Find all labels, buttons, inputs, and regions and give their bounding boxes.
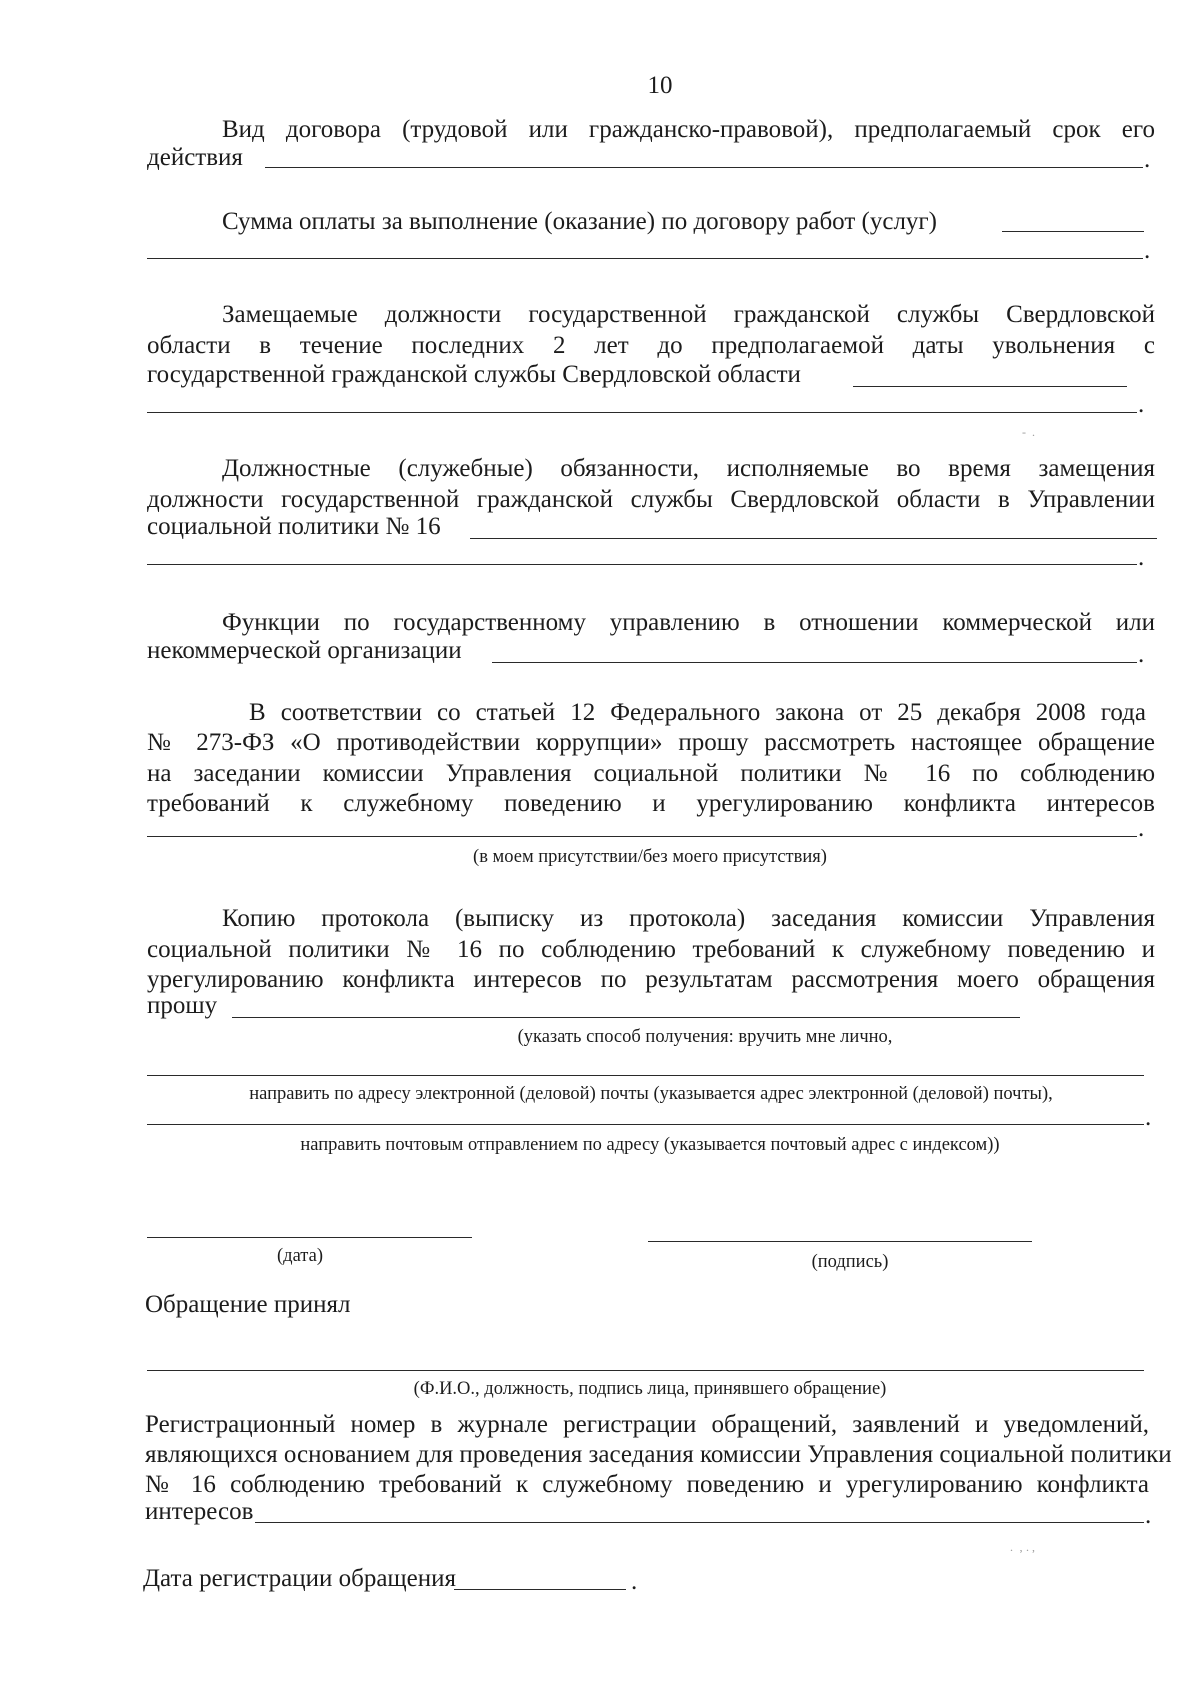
request-line-1: В соответствии со статьей 12 Федерального закона от 25 декабря 2008 года [249,699,1146,726]
duties-line-2: должности государственной гражданской службы Свердловской области в Управлении [147,486,1155,513]
payment-line-1: Сумма оплаты за выполнение (оказание) по договору работ (услуг) [222,208,938,235]
payment-fill-line-2 [147,258,1143,259]
registration-line-1: Регистрационный номер в журнале регистрации обращений, заявлений и уведомлений, [145,1411,1149,1438]
date-caption: (дата) [277,1246,323,1266]
positions-fill-line-2 [147,412,1137,413]
copy-line-3: урегулированию конфликта интересов по результатам рассмотрения моего обращения [147,966,1155,993]
positions-fill-line-1 [853,386,1127,387]
positions-line-2: области в течение последних 2 лет до предполагаемой даты увольнения с [147,332,1155,359]
copy-fill-line-3 [147,1124,1144,1125]
copy-line-1: Копию протокола (выписку из протокола) заседания комиссии Управления [222,905,1155,932]
registration-line-3: № 16 соблюдению требований к служебному поведению и урегулированию конфликта [145,1471,1149,1498]
signature-line [648,1241,1032,1242]
accepted-label: Обращение принял [145,1291,351,1318]
registration-line-2: являющихся основанием для проведения заседания комиссии Управления социальной политики [145,1441,1172,1468]
scan-speck: . ‚ . , [1010,1540,1035,1554]
copy-caption-1: (указать способ получения: вручить мне лично, [517,1027,893,1047]
request-period: . [1138,815,1145,842]
contract-line-2: действия [147,144,243,171]
contract-fill-line [265,167,1143,168]
positions-line-3: государственной гражданской службы Свердловской области [147,361,801,388]
request-line-3: на заседании комиссии Управления социальной политики № 16 по соблюдению [147,760,1155,787]
request-line-4: требований к служебному поведению и урегулированию конфликта интересов [147,790,1155,817]
registration-date-period: . [631,1568,638,1595]
copy-caption-2: направить по адресу электронной (деловой) почты (указывается адрес электронной (деловой) почты), [249,1084,1053,1104]
accepted-fill-line [147,1370,1144,1371]
registration-fill-line [255,1522,1144,1523]
request-line-2: № 273-ФЗ «О противодействии коррупции» прошу рассмотреть настоящее обращение [147,729,1155,756]
functions-line-2: некоммерческой организации [147,637,462,664]
copy-period: . [1145,1104,1152,1131]
date-line [147,1237,472,1238]
positions-period: . [1138,391,1145,418]
duties-period: . [1138,544,1145,571]
scan-speck: - . [1022,425,1035,439]
copy-line-4: прошу [147,992,218,1019]
contract-period: . [1144,146,1151,173]
duties-line-3: социальной политики № 16 [147,513,441,540]
copy-caption-3: направить почтовым отправлением по адресу (указывается почтовый адрес с индексом)) [300,1135,1000,1155]
registration-date-label: Дата регистрации обращения [143,1565,457,1592]
functions-line-1: Функции по государственному управлению в отношении коммерческой или [222,609,1155,636]
duties-line-1: Должностные (служебные) обязанности, исполняемые во время замещения [222,455,1155,482]
positions-line-1: Замещаемые должности государственной гражданской службы Свердловской [222,301,1155,328]
page-number: 10 [647,72,673,99]
functions-fill-line [492,662,1137,663]
copy-fill-line-2 [147,1075,1144,1076]
contract-line-1: Вид договора (трудовой или гражданско-правовой), предполагаемый срок его [222,116,1155,143]
duties-fill-line-1 [470,538,1157,539]
registration-date-fill-line [454,1589,626,1590]
registration-line-4: интересов [145,1498,254,1525]
request-fill-line [147,836,1137,837]
copy-fill-line-1 [232,1017,1020,1018]
registration-period: . [1145,1502,1152,1529]
functions-period: . [1138,641,1145,668]
accepted-caption: (Ф.И.О., должность, подпись лица, принявшего обращение) [413,1379,887,1399]
request-caption: (в моем присутствии/без моего присутствия) [473,847,827,867]
payment-fill-line-1 [1002,231,1144,232]
signature-caption: (подпись) [811,1252,889,1272]
duties-fill-line-2 [147,564,1137,565]
copy-line-2: социальной политики № 16 по соблюдению требований к служебному поведению и [147,936,1155,963]
payment-period: . [1144,237,1151,264]
